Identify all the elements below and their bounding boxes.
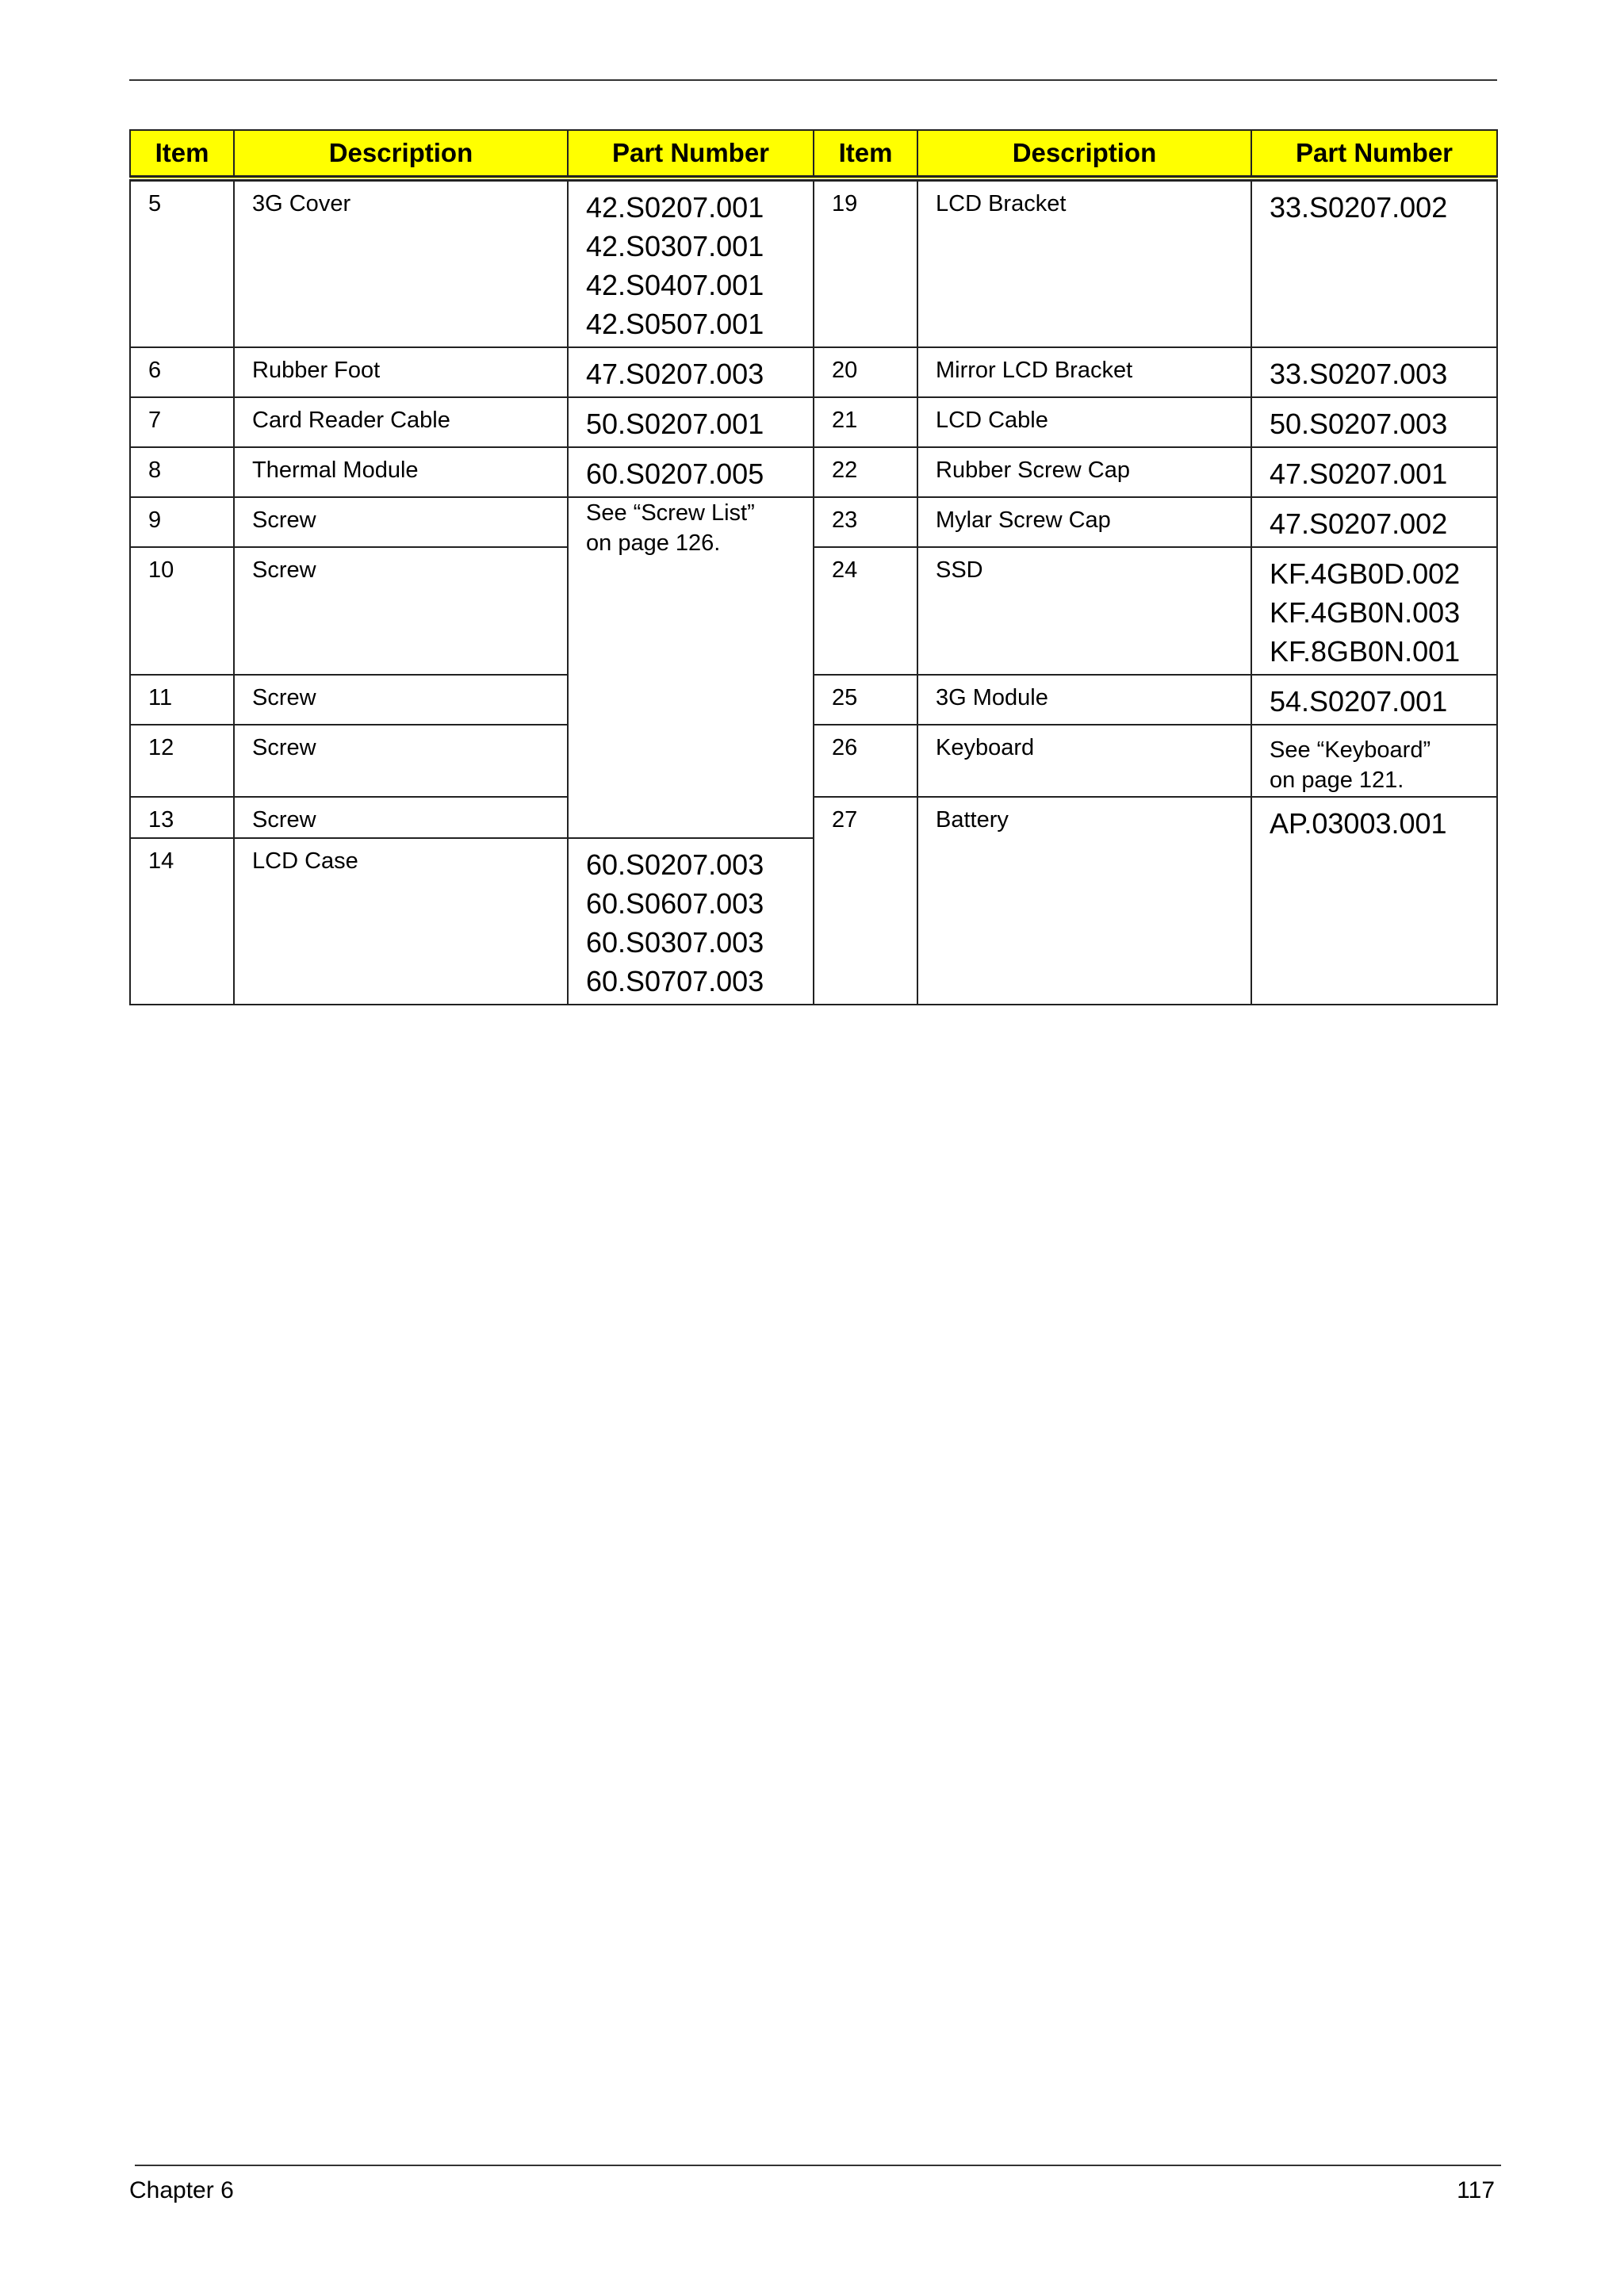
table-row bbox=[130, 178, 1497, 347]
item-number: 20 bbox=[814, 347, 917, 397]
part-number-cell bbox=[1251, 178, 1497, 347]
item-description: Screw bbox=[234, 725, 568, 797]
item-description: Mirror LCD Bracket bbox=[917, 347, 1251, 397]
part-number: 42.S0507.001 bbox=[586, 308, 764, 340]
table-row bbox=[130, 547, 1497, 675]
item-description: Rubber Foot bbox=[234, 347, 568, 397]
item-number: 13 bbox=[130, 797, 234, 838]
item-number: 27 bbox=[814, 797, 917, 1005]
table-row bbox=[130, 497, 1497, 547]
item-number: 5 bbox=[130, 178, 234, 347]
item-number: 24 bbox=[814, 547, 917, 675]
item-number: 14 bbox=[130, 838, 234, 1005]
header-part-number-left: Part Number bbox=[568, 130, 814, 178]
part-number: 60.S0207.005 bbox=[586, 457, 764, 490]
part-number-cell bbox=[1251, 497, 1497, 547]
part-number: 47.S0207.002 bbox=[1270, 507, 1448, 540]
table-row bbox=[130, 447, 1497, 497]
table-row bbox=[130, 797, 1497, 838]
part-number-cell bbox=[1251, 675, 1497, 725]
part-number: 60.S0307.003 bbox=[586, 926, 764, 959]
item-number: 25 bbox=[814, 675, 917, 725]
part-number: KF.8GB0N.001 bbox=[1270, 635, 1461, 668]
item-description: Screw bbox=[234, 675, 568, 725]
item-number: 22 bbox=[814, 447, 917, 497]
table-row bbox=[130, 725, 1497, 797]
part-number: 47.S0207.001 bbox=[1270, 457, 1448, 490]
part-number-cell bbox=[1251, 447, 1497, 497]
item-number: 8 bbox=[130, 447, 234, 497]
item-description: Mylar Screw Cap bbox=[917, 497, 1251, 547]
part-number-cell bbox=[568, 838, 814, 1005]
item-description: SSD bbox=[917, 547, 1251, 675]
item-description: 3G Module bbox=[917, 675, 1251, 725]
part-number-cell bbox=[568, 447, 814, 497]
part-number-cell bbox=[1251, 347, 1497, 397]
table-header-row bbox=[130, 130, 1497, 178]
item-description: LCD Bracket bbox=[917, 178, 1251, 347]
part-number: 42.S0407.001 bbox=[586, 269, 764, 301]
header-part-number-right: Part Number bbox=[1251, 130, 1497, 178]
part-number-cell bbox=[568, 178, 814, 347]
footer-page-number: 117 bbox=[1457, 2177, 1495, 2203]
part-number: KF.4GB0D.002 bbox=[1270, 557, 1461, 590]
keyboard-note bbox=[1251, 725, 1497, 797]
part-number: KF.4GB0N.003 bbox=[1270, 596, 1461, 629]
item-description: Card Reader Cable bbox=[234, 397, 568, 447]
part-number: 47.S0207.003 bbox=[586, 358, 764, 390]
part-number: 42.S0207.001 bbox=[586, 191, 764, 224]
item-description: LCD Cable bbox=[917, 397, 1251, 447]
item-number: 19 bbox=[814, 178, 917, 347]
footer-chapter: Chapter 6 bbox=[129, 2177, 234, 2203]
item-number: 23 bbox=[814, 497, 917, 547]
header-description-right: Description bbox=[917, 130, 1251, 178]
part-number: 60.S0207.003 bbox=[586, 848, 764, 881]
top-rule bbox=[129, 79, 1497, 81]
item-description: Screw bbox=[234, 497, 568, 547]
part-number: 33.S0207.003 bbox=[1270, 358, 1448, 390]
item-description: Thermal Module bbox=[234, 447, 568, 497]
item-description: LCD Case bbox=[234, 838, 568, 1005]
part-number: 60.S0607.003 bbox=[586, 887, 764, 920]
item-number: 12 bbox=[130, 725, 234, 797]
table-row bbox=[130, 397, 1497, 447]
part-number-cell bbox=[568, 397, 814, 447]
footer-rule bbox=[135, 2165, 1501, 2166]
item-description: Battery bbox=[917, 797, 1251, 1005]
part-number: 50.S0207.001 bbox=[586, 408, 764, 440]
item-number: 6 bbox=[130, 347, 234, 397]
item-number: 11 bbox=[130, 675, 234, 725]
item-number: 9 bbox=[130, 497, 234, 547]
item-description: Keyboard bbox=[917, 725, 1251, 797]
item-number: 10 bbox=[130, 547, 234, 675]
item-description: Screw bbox=[234, 797, 568, 838]
part-number-cell bbox=[568, 347, 814, 397]
part-number-cell bbox=[1251, 547, 1497, 675]
item-description: Screw bbox=[234, 547, 568, 675]
header-description-left: Description bbox=[234, 130, 568, 178]
part-number: 54.S0207.001 bbox=[1270, 685, 1448, 718]
parts-table bbox=[129, 129, 1498, 1005]
keyboard-note-line: See “Keyboard” bbox=[1270, 737, 1431, 763]
keyboard-note-line: on page 121. bbox=[1270, 768, 1404, 793]
screw-list-note-line: See “Screw List” bbox=[586, 500, 755, 526]
table-row bbox=[130, 675, 1497, 725]
header-item-right: Item bbox=[814, 130, 917, 178]
header-item-left: Item bbox=[130, 130, 234, 178]
table-row bbox=[130, 347, 1497, 397]
item-description: 3G Cover bbox=[234, 178, 568, 347]
item-number: 21 bbox=[814, 397, 917, 447]
item-number: 7 bbox=[130, 397, 234, 447]
screw-list-note-line: on page 126. bbox=[586, 530, 721, 556]
part-number: AP.03003.001 bbox=[1270, 807, 1447, 840]
item-description: Rubber Screw Cap bbox=[917, 447, 1251, 497]
part-number-cell bbox=[1251, 797, 1497, 1005]
part-number-cell bbox=[1251, 397, 1497, 447]
part-number: 42.S0307.001 bbox=[586, 230, 764, 262]
part-number: 33.S0207.002 bbox=[1270, 191, 1448, 224]
part-number: 60.S0707.003 bbox=[586, 965, 764, 997]
part-number: 50.S0207.003 bbox=[1270, 408, 1448, 440]
screw-list-note bbox=[568, 497, 814, 838]
item-number: 26 bbox=[814, 725, 917, 797]
